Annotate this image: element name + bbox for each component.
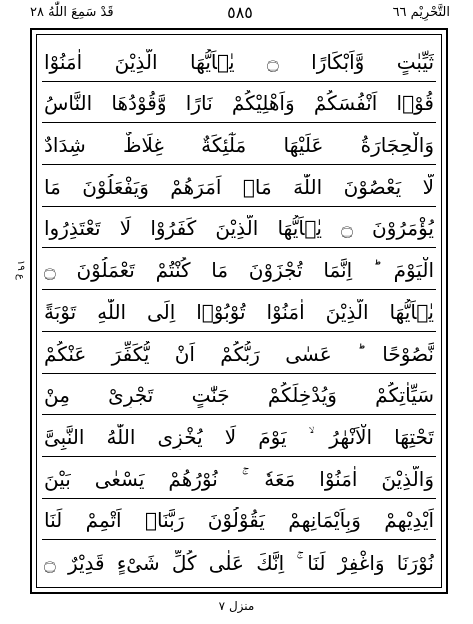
text-line	[42, 540, 436, 582]
verse-text: يُؤْمَرُوْنَ ۝ يٰۤاَيُّهَا الَّذِيْنَ كَفَرُوْا لَا تَعْتَذِرُوا	[44, 216, 434, 241]
verse-text: قُوْۤا اَنْفُسَكُمْ وَاَهْلِيْكُمْ نَارًا وَّقُوْدُهَا النَّاسُ	[44, 91, 434, 116]
text-line	[42, 457, 436, 499]
header-surah-right: قَدْ سَمِعَ اللّٰهُ ٢٨	[30, 5, 114, 20]
text-line	[42, 248, 436, 290]
header-surah-name: التَّحْرِيْم ٦٦	[392, 5, 450, 20]
page-number: ٥٨٥	[227, 3, 253, 22]
text-line	[42, 374, 436, 416]
page-footer: منزل ٧	[218, 599, 255, 613]
text-line	[42, 332, 436, 374]
page-header	[30, 4, 450, 26]
text-line	[42, 165, 436, 207]
text-line	[42, 499, 436, 541]
verse-text: سَيِّاٰتِكُمْ وَيُدْخِلَكُمْ جَنّٰتٍ تَجْرِىْ مِنْ	[44, 383, 434, 408]
text-block	[42, 40, 436, 582]
text-line	[42, 123, 436, 165]
verse-text: نَّصُوْحًا ؕ عَسٰى رَبُّكُمْ اَنْ يُّكَفِّرَ عَنْكُمْ	[44, 341, 434, 366]
verse-text: وَالْحِجَارَةُ عَلَيْهَا مَلٰٓئِكَةٌ غِلَاظٌ شِدَادٌ	[44, 133, 434, 158]
text-line	[42, 40, 436, 82]
verse-text: ثَيِّبٰتٍ وَّاَبْكَارًا ۝ يٰۤاَيُّهَا الَّذِيْنَ اٰمَنُوْا	[44, 49, 434, 74]
verse-text: لَّا يَعْصُوْنَ اللّٰهَ مَاۤ اَمَرَهُمْ وَيَفْعَلُوْنَ مَا	[44, 174, 434, 199]
text-line	[42, 415, 436, 457]
verse-text: اَيْدِيْهِمْ وَبِاَيْمَانِهِمْ يَقُوْلُوْنَ رَبَّنَاۤ اَتْمِمْ لَنَا	[44, 508, 434, 533]
verse-text: الْيَوْمَ ؕ اِنَّمَا تُجْزَوْنَ مَا كُنْتُمْ تَعْمَلُوْنَ ۝	[44, 258, 434, 283]
text-line	[42, 207, 436, 249]
text-line	[42, 290, 436, 332]
text-line	[42, 82, 436, 124]
verse-text: يٰۤاَيُّهَا الَّذِيْنَ اٰمَنُوْا تُوْبُوْۤا اِلَى اللّٰهِ تَوْبَةً	[44, 299, 434, 324]
verse-text: تَحْتِهَا الْاَنْهٰرُ ۙ يَوْمَ لَا يُخْزِى اللّٰهُ النَّبِىَّ	[44, 424, 434, 449]
verse-text: نُوْرَنَا وَاغْفِرْ لَنَا ۚ اِنَّكَ عَلٰى كُلِّ شَىْءٍ قَدِيْرٌ ۝	[44, 550, 434, 575]
ruku-marker: ع ١٩	[15, 260, 26, 280]
verse-text: وَالَّذِيْنَ اٰمَنُوْا مَعَهٗ ۚ نُوْرُهُمْ يَسْعٰى بَيْنَ	[44, 466, 434, 491]
